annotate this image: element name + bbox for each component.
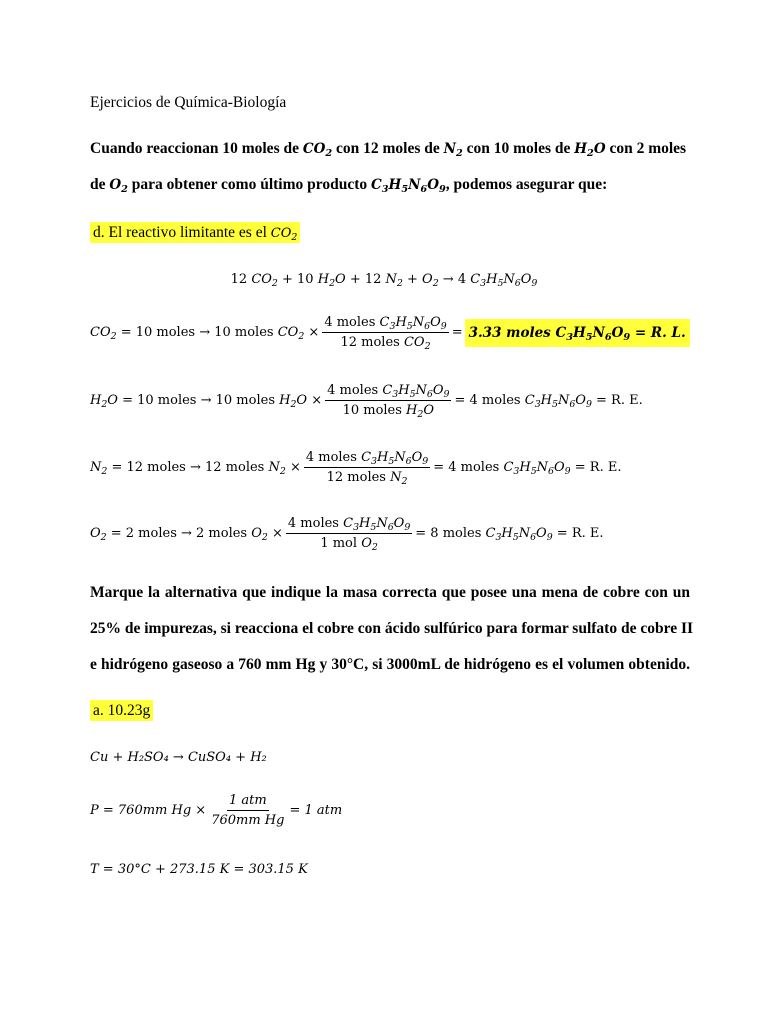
problem1-answer: d. El reactivo limitante es el $CO_2$	[90, 224, 300, 242]
pressure-calc: P = 760mm Hg × $\frac{\text{1 atm}}{\text{760mm Hg}}$ = 1 atm	[90, 793, 343, 828]
calc-n2: $N_2 = 12$ moles → 12 moles $N_2$ × $\frac{4 moles C_3H_5N_6O_9}{12 moles N_2}$ = 4 moles $C_3H_5N_6O_9 = R$. E.	[90, 450, 622, 487]
problem2-line2: 25% de impurezas, si reacciona el cobre con ácido sulfúrico para formar sulfato de cobre II	[90, 620, 694, 637]
calc-h2o: $H_2O = 10$ moles → 10 moles $H_2O$ × $\frac{4 moles C_3H_5N_6O_9}{10 moles H_2O}$ = 4 moles $C_3H_5N_6O_9 = R$. E.	[90, 383, 643, 420]
calc-o2: $O_2 = 2$ moles → 2 moles $O_2$ × $\frac{4 moles C_3H_5N_6O_9}{1 mol O_2}$ = 8 moles $C_3H_5N_6O_9 = R$. E.	[90, 516, 604, 553]
copper-reaction: Cu + H₂SO₄ → CuSO₄ + H₂	[90, 750, 267, 765]
problem1-line1: Cuando reaccionan 10 moles de $CO_2$ con 12 moles de $N_2$ con 10 moles de $H_2O$ con 2 moles	[90, 140, 687, 159]
temperature-calc: T = 30°C + 273.15 K = 303.15 K	[90, 862, 308, 877]
balanced-equation: 12 $CO_2 + 10$ $H_2O + 12$ $N_2 + O_2 \to 4$ $C_3H_5N_6O_9$	[230, 272, 538, 289]
calc-co2: $CO_2 = 10$ moles → 10 moles $CO_2$ × $\frac{4 moles C_3H_5N_6O_9}{12 moles CO_2}$ = 3.33 moles $C_3H_5N_6O_9 = R$. L.	[90, 315, 690, 350]
co2-result-highlight: 3.33 moles $C_3H_5N_6O_9 = R$. L.	[465, 319, 690, 347]
problem2-line1: Marque la alternativa que indique la masa correcta que posee una mena de cobre con un	[90, 584, 690, 601]
problem2-answer: a. 10.23g	[90, 702, 153, 720]
problem1-line2: de $O_2$ para obtener como último producto $C_3H_5N_6O_9$, podemos asegurar que:	[90, 176, 608, 195]
document-title: Ejercicios de Química-Biología	[90, 94, 287, 111]
problem2-line3: e hidrógeno gaseoso a 760 mm Hg y 30°C, si 3000mL de hidrógeno es el volumen obtenido.	[90, 656, 690, 673]
